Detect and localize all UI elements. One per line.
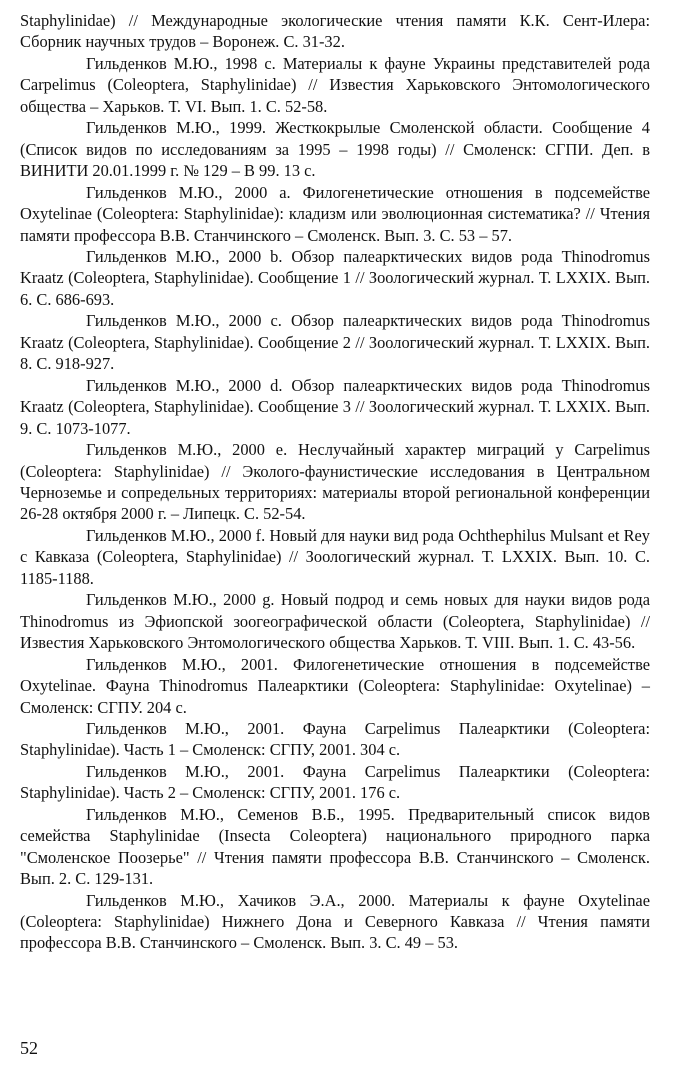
reference-entry: Гильденков М.Ю., 2000 f. Новый для науки вид рода Ochthephilus Mulsant et Rey с Кавказа (Coleoptera, Staphylinidae) // Зоологический журнал. Т. LXXIX. Вып. 10. С. 1185-1188. [20, 525, 650, 588]
reference-entry: Гильденков М.Ю., 2000 g. Новый подрод и семь новых для науки видов рода Thinodromus из Эфиопской зоогеографической области (Coleoptera, Staphylinidae) // Известия Харьковского Энтомологического общества Харьков. Т. VIII. Вып. 1. С. 43-56. [20, 590, 650, 653]
reference-entry: Гильденков М.Ю., 2000 c. Обзор палеарктических видов рода Thinodromus Kraatz (Coleoptera, Staphylinidae). Сообщение 2 // Зоологический журнал. Т. LXXIX. Вып. 8. С. 918-927. [20, 311, 650, 374]
reference-entry: Staphylinidae) // Международные экологические чтения памяти К.К. Сент-Илера: Сборник научных трудов – Воронеж. С. 31-32. [20, 11, 650, 52]
reference-entry: Гильденков М.Ю., 2000 d. Обзор палеарктических видов рода Thinodromus Kraatz (Coleoptera, Staphylinidae). Сообщение 3 // Зоологический журнал. Т. LXXIX. Вып. 9. С. 1073-1077. [20, 375, 650, 438]
reference-entry: Гильденков М.Ю., 2001. Фауна Carpelimus Палеарктики (Coleoptera: Staphylinidae). Часть 2 – Смоленск: СГПУ, 2001. 176 с. [20, 761, 650, 803]
reference-entry: Гильденков М.Ю., 1998 c. Материалы к фауне Украины представителей рода Carpelimus (Coleoptera, Staphylinidae) // Известия Харьковского Энтомологического общества – Харьков. Т. VI. Вып. 1. С. 52-58. [20, 53, 650, 116]
reference-list [20, 10, 650, 954]
reference-entry: Гильденков М.Ю., 2000 b. Обзор палеарктических видов рода Thinodromus Kraatz (Coleoptera, Staphylinidae). Сообщение 1 // Зоологический журнал. Т. LXXIX. Вып. 6. С. 686-693. [20, 246, 650, 309]
reference-entry: Гильденков М.Ю., Семенов В.Б., 1995. Предварительный список видов семейства Staphylinidae (Insecta Coleoptera) национального природного парка "Смоленское Поозерье" // Чтения памяти профессора В.В. Станчинского – Смоленск. Вып. 2. С. 129-131. [20, 804, 650, 889]
reference-entry: Гильденков М.Ю., 2000 a. Филогенетические отношения в подсемействе Oxytelinae (Coleoptera: Staphylinidae): кладизм или эволюционная систематика? // Чтения памяти профессора В.В. Станчинского – Смоленск. Вып. 3. С. 53 – 57. [20, 182, 650, 245]
reference-entry: Гильденков М.Ю., 2000 e. Неслучайный характер миграций у Carpelimus (Coleoptera: Staphylinidae) // Эколого-фаунистические исследования в Центральном Черноземье и сопредельных территориях: материалы второй региональной конференции 26-28 октября 2000 г. – Липецк. С. 52-54. [20, 440, 650, 524]
reference-entry: Гильденков М.Ю., 1999. Жесткокрылые Смоленской области. Сообщение 4 (Список видов по исследованиям за 1995 – 1998 годы) // Смоленск: СГПИ. Деп. в ВИНИТИ 20.01.1999 г. № 129 – В 99. 13 с. [20, 118, 650, 181]
page-number: 52 [20, 1038, 38, 1058]
reference-entry: Гильденков М.Ю., Хачиков Э.А., 2000. Материалы к фауне Oxytelinae (Coleoptera: Staphylinidae) Нижнего Дона и Северного Кавказа // Чтения памяти профессора В.В. Станчинского – Смоленск. Вып. 3. С. 49 – 53. [20, 890, 650, 953]
reference-entry: Гильденков М.Ю., 2001. Фауна Carpelimus Палеарктики (Coleoptera: Staphylinidae). Часть 1 – Смоленск: СГПУ, 2001. 304 с. [20, 718, 650, 760]
reference-entry: Гильденков М.Ю., 2001. Филогенетические отношения в подсемействе Oxytelinae. Фауна Thinodromus Палеарктики (Coleoptera: Staphylinidae: Oxytelinae) – Смоленск: СГПУ. 204 с. [20, 654, 650, 717]
